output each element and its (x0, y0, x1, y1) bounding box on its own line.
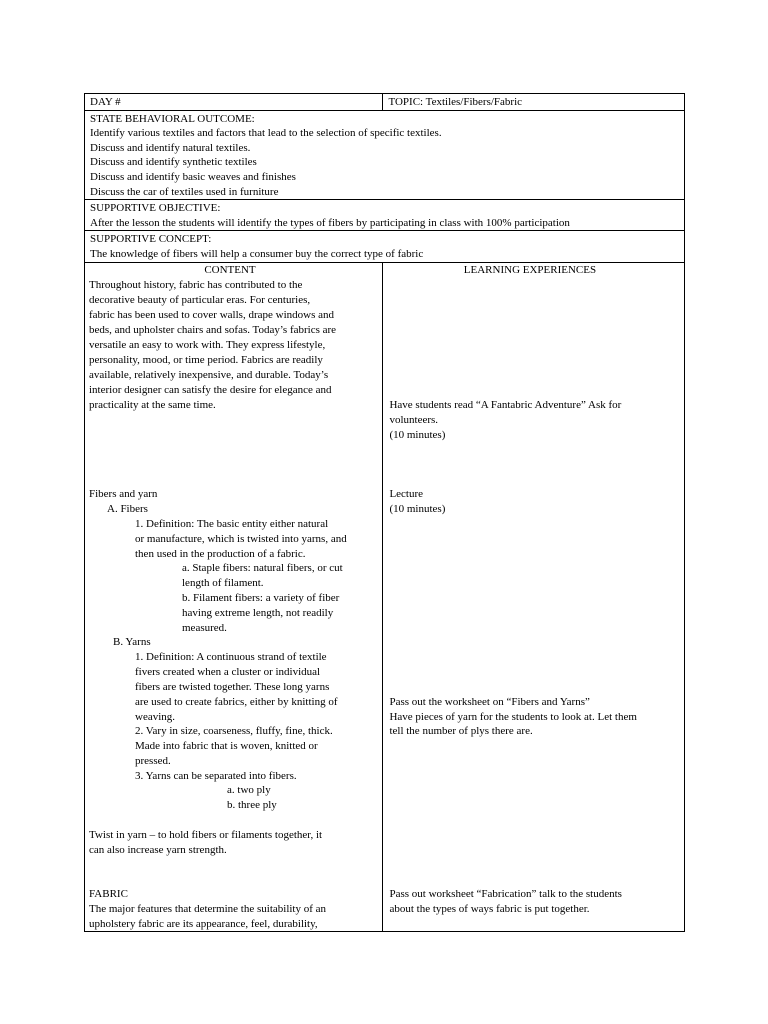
content-intro-line: beds, and upholster chairs and sofas. Today’s fabrics are (89, 323, 337, 336)
yarns-b: B. Yarns (113, 635, 151, 648)
content-intro-line: available, relatively inexpensive, and durable. Today’s (89, 368, 329, 381)
day-label: DAY # (90, 96, 121, 108)
outcome-cell (85, 110, 685, 200)
content-intro-line: Throughout history, fabric has contributed to the (89, 278, 303, 291)
fibers-def-line: then used in the production of a fabric. (135, 547, 306, 560)
ply-item: b. three ply (227, 798, 277, 811)
worksheet2-line: Pass out worksheet “Fabrication” talk to the students (389, 887, 622, 900)
content-intro-line: interior designer can satisfy the desire for elegance and (89, 383, 332, 396)
read-line: volunteers. (389, 413, 439, 426)
yarns-def-line: pressed. (135, 754, 171, 767)
topic-label: TOPIC: Textiles/Fibers/Fabric (388, 96, 523, 108)
concept-heading: SUPPORTIVE CONCEPT: (90, 233, 212, 246)
fibers-a: A. Fibers (107, 502, 148, 515)
filament-line: measured. (182, 621, 227, 634)
yarns-def-line: 1. Definition: A continuous strand of textile (135, 650, 327, 663)
worksheet2-line: about the types of ways fabric is put together. (389, 902, 590, 915)
objective-cell (85, 200, 685, 231)
outcome-item: Discuss and identify natural textiles. (90, 141, 251, 154)
objective-heading: SUPPORTIVE OBJECTIVE: (90, 202, 221, 215)
outcome-row (85, 110, 685, 200)
staple-line: a. Staple fibers: natural fibers, or cut (182, 561, 343, 574)
outcome-item: Discuss the car of textiles used in furniture (90, 185, 279, 198)
yarns-def-line: 3. Yarns can be separated into fibers. (135, 769, 297, 782)
fibers-def-line: or manufacture, which is twisted into yarns, and (135, 532, 347, 545)
content-intro-line: fabric has been used to cover walls, drape windows and (89, 308, 334, 321)
yarns-def-line: fibers are twisted together. These long yarns (135, 680, 330, 693)
concept-row (85, 231, 685, 262)
twist-line: Twist in yarn – to hold fibers or filaments together, it (89, 828, 323, 841)
fabric-line: The major features that determine the suitability of an (89, 902, 327, 915)
yarns-def-line: 2. Vary in size, coarseness, fluffy, fine, thick. (135, 724, 333, 737)
filament-line: having extreme length, not readily (182, 606, 334, 619)
topic-cell (383, 94, 685, 111)
outcome-item: Discuss and identify basic weaves and finishes (90, 170, 296, 183)
learning-heading: LEARNING EXPERIENCES (463, 263, 597, 276)
outcome-item: Identify various textiles and factors that lead to the selection of specific textiles. (90, 127, 442, 140)
outcome-item: Discuss and identify synthetic textiles (90, 156, 257, 169)
filament-line: b. Filament fibers: a variety of fiber (182, 591, 340, 604)
concept-text: The knowledge of fibers will help a consumer buy the correct type of fabric (90, 247, 424, 260)
read-line: (10 minutes) (389, 428, 446, 441)
objective-row (85, 200, 685, 231)
yarns-def-line: fivers created when a cluster or individual (135, 665, 321, 678)
fabric-line: upholstery fabric are its appearance, feel, durability, (89, 917, 318, 930)
outcome-heading: STATE BEHAVIORAL OUTCOME: (90, 112, 255, 125)
ply-item: a. two ply (227, 783, 271, 796)
content-intro-line: decorative beauty of particular eras. For centuries, (89, 293, 311, 306)
fibers-title: Fibers and yarn (89, 487, 158, 500)
lecture-line: Lecture (389, 487, 424, 500)
concept-cell (85, 231, 685, 262)
content-intro-line: practicality at the same time. (89, 398, 216, 411)
content-intro-line: versatile an easy to work with. They express lifestyle, (89, 338, 326, 351)
lesson-plan-table (84, 93, 685, 932)
yarns-def-line: Made into fabric that is woven, knitted or (135, 739, 318, 752)
worksheet1-line: tell the number of plys there are. (389, 724, 533, 737)
fabric-title: FABRIC (89, 887, 128, 900)
content-row (85, 262, 685, 931)
yarns-def-line: weaving. (135, 710, 176, 723)
learning-cell (383, 262, 685, 931)
content-cell (85, 262, 383, 931)
staple-line: length of filament. (182, 576, 264, 589)
header-row (85, 94, 685, 111)
twist-line: can also increase yarn strength. (89, 843, 227, 856)
worksheet1-line: Pass out the worksheet on “Fibers and Yarns” (389, 695, 590, 708)
worksheet1-line: Have pieces of yarn for the students to look at. Let them (389, 710, 637, 723)
read-line: Have students read “A Fantabric Adventure” Ask for (389, 398, 622, 411)
content-heading: CONTENT (204, 263, 256, 276)
objective-text: After the lesson the students will identify the types of fibers by participating in class with 100% participation (90, 216, 570, 229)
day-cell (85, 94, 383, 111)
lecture-line: (10 minutes) (389, 502, 446, 515)
content-intro-line: personality, mood, or time period. Fabrics are readily (89, 353, 323, 366)
fibers-def-line: 1. Definition: The basic entity either natural (135, 517, 329, 530)
yarns-def-line: are used to create fabrics, either by knitting of (135, 695, 338, 708)
